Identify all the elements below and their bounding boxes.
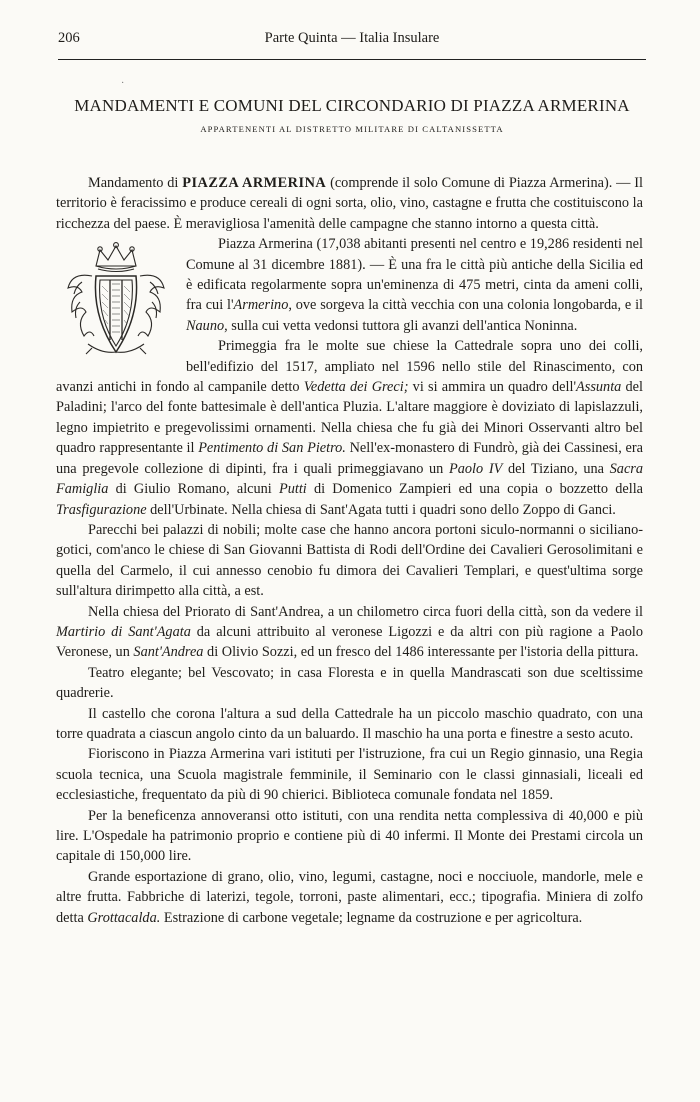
italic-term: Sant'Andrea	[133, 644, 204, 661]
place-italic: Nauno	[186, 317, 225, 334]
place-italic: Armerino	[233, 297, 289, 314]
paragraph-teatro: Teatro elegante; bel Vescovato; in casa Floresta e in quella Mandrascati son due sceltissime quadrerie.	[56, 664, 643, 702]
text: di Giulio Romano, alcuni	[108, 481, 279, 498]
text: dell'Urbinate. Nella chiesa di Sant'Agata tutti i quadri sono dello Zoppo di Ganci.	[146, 501, 616, 518]
italic-term: Martirio di Sant'Agata	[56, 623, 191, 640]
text: (comprende il solo Comune di Piazza Armerina). — Il territorio è feracissimo e produce cereali di ogni sorta, olio, vino, castagne e frutta che costituiscono la ricchezza del paese. È meravigliosa l'amenità delle campagne che stanno intorno a questa città.	[56, 175, 644, 232]
text: del Paladini; l'arco del fonte battesimale è dell'antica Pluzia. L'altare maggiore è doviziato di lapislazzuli, legno impietrito e pregevolissimi ornamenti. Nella chiesa che fu già dei Minori Osservanti altro bel quadro rappresentante il	[56, 379, 643, 457]
body-text	[56, 173, 643, 928]
italic-term: Sacra Famiglia	[56, 460, 643, 498]
text: del Tiziano, una	[502, 460, 610, 477]
italic-term: Paolo IV	[449, 460, 503, 477]
italic-term: Assunta	[576, 379, 622, 396]
text: di Olivio Sozzi, ed un fresco del 1486 interessante per l'istoria della pittura.	[203, 644, 639, 661]
paragraph-istruzione: Fioriscono in Piazza Armerina vari istituti per l'istruzione, fra cui un Regio ginnasio, una Regia scuola tecnica, una Scuola magistrale femminile, il Seminario con le classi ginnasiali, liceali ed ecclesiastiche, frequentato da più di 90 chierici. Biblioteca comunale fondata nel 1859.	[56, 746, 643, 804]
italic-term: Pentimento di San Pietro.	[198, 440, 346, 457]
text: Mandamento di	[88, 175, 183, 191]
place-name: PIAZZA ARMERINA	[182, 175, 327, 191]
running-title: Parte Quinta — Italia Insulare	[264, 30, 440, 46]
italic-term: Vedetta dei Greci;	[303, 379, 409, 396]
paragraph-priorato	[56, 602, 643, 663]
paragraph-mandamento	[56, 173, 643, 234]
text: , ove sorgeva la città vecchia con una colonia longobarda, e il	[288, 297, 644, 314]
paragraph-palazzi: Parecchi bei palazzi di nobili; molte case che hanno ancora portoni siculo-normanni o siciliano-gotici, com'anco le chiese di San Giovanni Battista di Rodi dell'Ordine dei Cavalieri Gerosolimitani e quella del Carmelo, il cui annesso cenobio fu dimora dei Cavalieri Templari, e quest'ultima sorge sull'altura dirimpetto alla città, a est.	[56, 521, 643, 600]
text: da alcuni attribuito al veronese Ligozzi e da altri con più ragione a Paolo Veronese, un	[56, 623, 643, 661]
text: Estrazione di carbone vegetale; legname da costruzione e per agricoltura.	[160, 909, 583, 926]
text: di Domenico Zampieri ed una copia o bozzetto della	[306, 481, 644, 498]
italic-term: Putti	[278, 481, 307, 498]
paragraph-castello: Il castello che corona l'altura a sud della Cattedrale ha un piccolo maschio quadrato, con una torre quadrata a ciascun angolo cinto da un baluardo. Il maschio ha una porta e finestre a sesto acuto.	[56, 705, 643, 742]
paragraph-commercio	[56, 867, 643, 928]
text: Nell'ex-monastero di Fundrò, già dei Cassinesi, era una pregevole collezione di dipinti, fra i quali primeggiavano un	[56, 440, 643, 477]
section-title: MANDAMENTI E COMUNI DEL CIRCONDARIO DI PIAZZA ARMERINA	[74, 96, 630, 115]
page-number: 206	[58, 30, 80, 46]
paragraph-beneficenza: Per la beneficenza annoveransi otto istituti, con una rendita netta complessiva di 40,000 e più lire. L'Ospedale ha patrimonio proprio e contiene più di 40 infermi. Il Monte dei Prestami circola un capitale di 150,000 lire.	[56, 807, 643, 865]
text: , sulla cui vetta vedonsi tuttora gli avanzi dell'antica Noninna.	[224, 317, 578, 334]
running-header	[58, 30, 646, 54]
italic-term: Grottacalda.	[87, 909, 161, 926]
margin-mark: ·	[121, 78, 125, 89]
text: Nella chiesa del Priorato di Sant'Andrea, a un chilometro circa fuori della città, son da vedere il	[88, 603, 643, 620]
text: Piazza Armerina (17,038 abitanti presenti nel centro e 19,286 residenti nel Comune al 31 dicembre 1881). — È una fra le città più antiche della Sicilia ed è edificata regolarmente sopra un'eminenza di 475 metri, cinta da ameni colli, fra cui l'	[186, 236, 643, 314]
coat-of-arms-icon	[52, 236, 180, 364]
text: vi si ammira un quadro dell'	[408, 379, 577, 396]
italic-term: Trasfigurazione	[56, 501, 147, 518]
section-subtitle: APPARTENENTI AL DISTRETTO MILITARE DI CALTANISSETTA	[200, 124, 504, 134]
header-rule	[58, 59, 646, 60]
text: Grande esportazione di grano, olio, vino, legumi, castagne, noci e nocciuole, mandorle, mele e altre frutta. Fabbriche di laterizi, tegole, torroni, paste alimentari, ecc.; tipografia. Miniera di zolfo detta	[56, 868, 643, 926]
text: Primeggia fra le molte sue chiese la Cattedrale sopra uno dei colli, bell'edifizio del 1517, ampliato nel 1596 nello stile del Rinascimento, con avanzi antichi in fondo al campanile detto	[56, 338, 643, 396]
